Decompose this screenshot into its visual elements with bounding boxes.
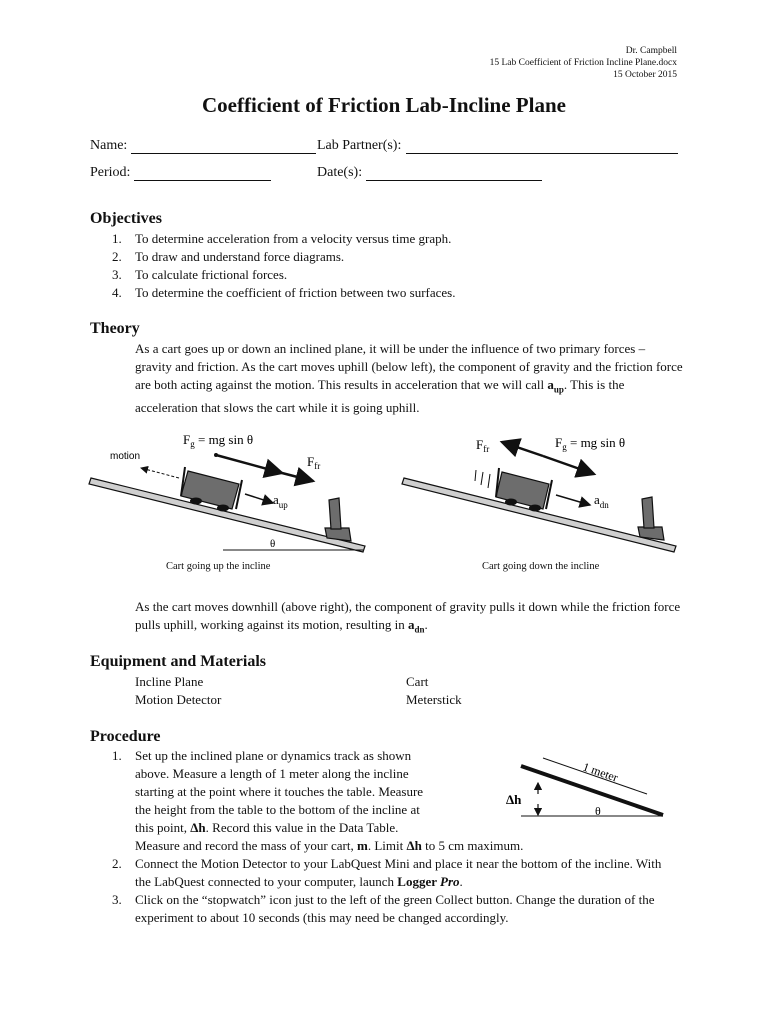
ffr-label: $F_{fr}$ — [476, 437, 490, 454]
motion-arrow — [141, 468, 179, 478]
header-date: 15 October 2015 — [613, 70, 677, 80]
incline-up-diagram — [85, 428, 385, 580]
name-blank — [131, 153, 316, 154]
fg-arrow — [216, 455, 282, 473]
name-label: Name: — [90, 138, 128, 153]
length-label: 1 meter — [581, 759, 620, 785]
theory-paragraph-1: As a cart goes up or down an inclined plane, it will be under the influence of two primary forces – gravity and friction. As the cart moves uphill (below left), the component of gravity and the friction force are both acting against the motion. This results in acceleration that we will call $a_{up}$. This is the acceleration that slows the cart while it is going uphill. — [135, 341, 683, 415]
period-blank — [134, 180, 271, 181]
procedure-heading: Procedure — [90, 728, 161, 745]
fg-arrow — [543, 456, 594, 474]
theta-label: θ — [270, 538, 276, 550]
equipment-item: Cart — [406, 674, 429, 689]
procedure-item-1: Set up the inclined plane or dynamics track as shown above. Measure a length of 1 meter along the incline starting at the point where it touches the table. Measure the height from the table to the bottom of the incline at this point, Δh. Record this value in the Data Table. Measure and record the mass of your cart, m. Limit Δh to 5 cm maximum. — [135, 748, 524, 853]
procedure-num-1: 1. — [112, 748, 122, 763]
motion-label: motion — [110, 451, 141, 462]
motion-line — [481, 472, 483, 485]
ffr-label: $F_{fr}$ — [307, 454, 321, 471]
a-up-arrow — [245, 494, 273, 503]
objectives-list — [90, 230, 690, 302]
a-dn-arrow — [556, 495, 590, 505]
list-item: 3. To calculate frictional forces. — [112, 267, 288, 282]
theta-label: θ — [595, 804, 601, 818]
theory-heading: Theory — [90, 320, 140, 337]
motion-line — [475, 470, 476, 481]
procedure-item-3: Click on the “stopwatch” icon just to the left of the green Collect button. Change the duration of the experiment to about 10 seconds (this may need be changed accordingly. — [135, 892, 655, 925]
dates-label: Date(s): — [317, 165, 363, 180]
theory-paragraph-2: As the cart moves downhill (above right), the component of gravity pulls it down while the friction force pulls uphill, working against its motion, resulting in $a_{dn}$. — [135, 599, 681, 635]
incline-down-diagram — [398, 428, 683, 580]
equipment-item: Motion Detector — [135, 692, 222, 707]
ffr-arrow — [502, 442, 543, 456]
dates-blank — [366, 180, 542, 181]
header-author: Dr. Campbell — [625, 46, 677, 56]
caption-up: Cart going up the incline — [166, 561, 271, 572]
height-label: Δh — [506, 792, 522, 807]
motion-detector — [638, 497, 664, 540]
procedure-num-2: 2. — [112, 856, 122, 871]
partner-label: Lab Partner(s): — [317, 138, 402, 153]
equipment-heading: Equipment and Materials — [90, 653, 267, 670]
equipment-item: Incline Plane — [135, 674, 204, 689]
motion-line — [488, 474, 490, 488]
header-filename: 15 Lab Coefficient of Friction Incline Plane.docx — [489, 58, 677, 68]
fg-label: $F_g$ = mg sin θ — [555, 435, 626, 452]
list-item: 1. To determine acceleration from a velocity versus time graph. — [112, 231, 452, 246]
a-up-label: $a_{up}$ — [273, 492, 288, 510]
partner-blank — [406, 153, 678, 154]
caption-down: Cart going down the incline — [482, 561, 600, 572]
list-item: 2. To draw and understand force diagrams. — [112, 249, 345, 264]
ffr-arrow — [282, 473, 313, 481]
objectives-heading: Objectives — [90, 210, 162, 227]
a-dn-label: $a_{dn}$ — [594, 492, 609, 510]
motion-detector — [325, 498, 351, 541]
incline-measure-diagram — [500, 752, 675, 824]
page-title: Coefficient of Friction Lab-Incline Plane — [202, 93, 566, 117]
equipment-item: Meterstick — [406, 692, 462, 707]
procedure-num-3: 3. — [112, 892, 122, 907]
period-label: Period: — [90, 165, 131, 180]
procedure-item-2: Connect the Motion Detector to your LabQuest Mini and place it near the bottom of the incline. With the LabQuest connected to your computer, launch Logger Pro. — [135, 856, 662, 889]
fg-label: $F_g$ = mg sin θ — [183, 432, 254, 449]
list-item: 4. To determine the coefficient of friction between two surfaces. — [112, 285, 456, 300]
